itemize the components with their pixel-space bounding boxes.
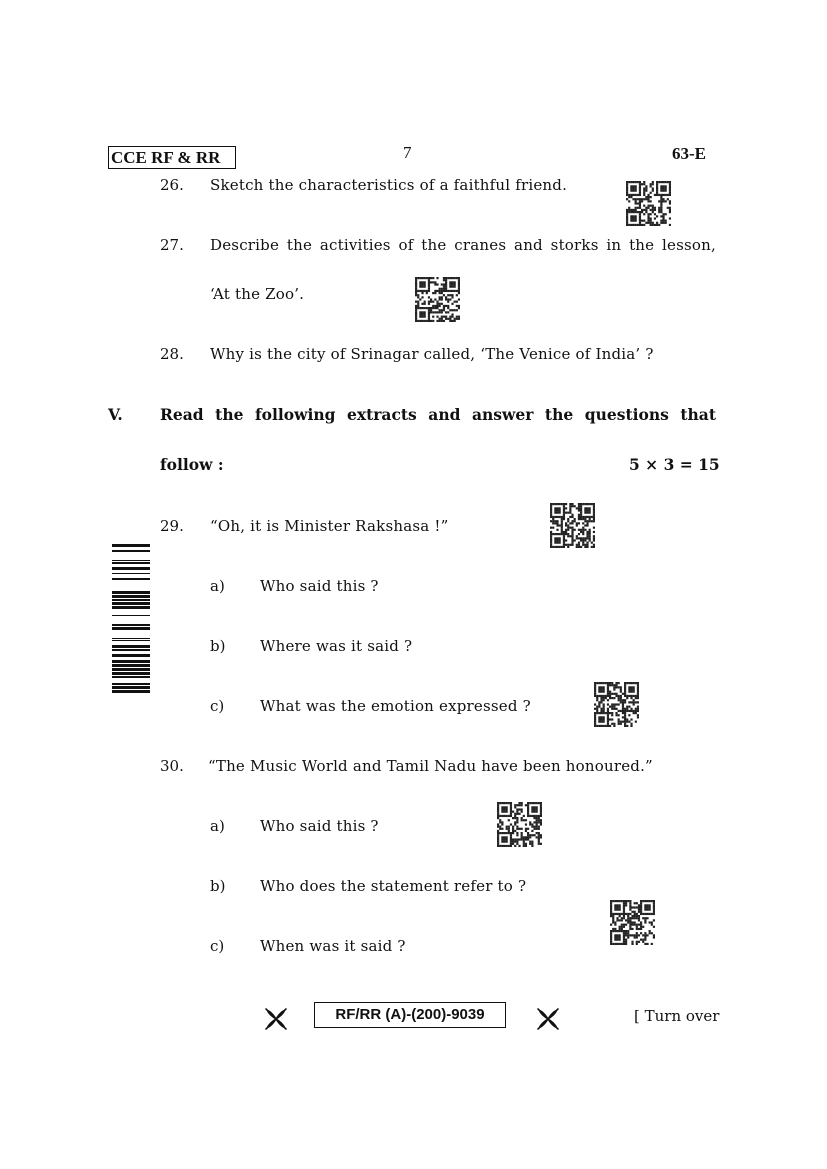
section-instruction-continued: follow :: [160, 455, 224, 474]
question-number: 26.: [160, 176, 184, 194]
question-text: Sketch the characteristics of a faithful friend.: [210, 176, 568, 194]
extract-quote: “The Music World and Tamil Nadu have been honoured.”: [208, 757, 653, 775]
sub-question-text: Who said this ?: [260, 817, 379, 835]
qr-code-icon: [497, 802, 542, 847]
sub-question-label: a): [210, 577, 225, 595]
sub-question-text: Where was it said ?: [260, 637, 413, 655]
sub-question-text: Who does the statement refer to ?: [260, 877, 527, 895]
section-number: V.: [108, 405, 123, 424]
section-marks: 5 × 3 = 15: [629, 455, 720, 474]
sub-question-text: What was the emotion expressed ?: [260, 697, 531, 715]
question-number: 28.: [160, 345, 184, 363]
footer-code: RF/RR (A)-(200)-9039: [314, 1002, 506, 1028]
barcode-icon: [112, 538, 150, 694]
sub-question-label: b): [210, 877, 226, 895]
paper-code: 63-E: [672, 144, 706, 163]
qr-code-icon: [626, 181, 671, 226]
qr-code-icon: [594, 682, 639, 727]
sub-question-label: c): [210, 697, 225, 715]
sub-question-label: c): [210, 937, 225, 955]
qr-code-icon: [550, 503, 595, 548]
ornament-icon: [264, 1007, 288, 1031]
question-number: 30.: [160, 757, 184, 775]
sub-question-text: Who said this ?: [260, 577, 379, 595]
sub-question-text: When was it said ?: [260, 937, 406, 955]
question-text: Why is the city of Srinagar called, ‘The Venice of India’ ?: [210, 345, 654, 363]
sub-question-label: b): [210, 637, 226, 655]
ornament-icon: [536, 1007, 560, 1031]
qr-code-icon: [610, 900, 655, 945]
page-number: 7: [403, 143, 412, 162]
qr-code-icon: [415, 277, 460, 322]
series-label: CCE RF & RR: [108, 146, 236, 169]
question-text-continued: ‘At the Zoo’.: [210, 285, 305, 303]
question-number: 27.: [160, 236, 184, 254]
question-number: 29.: [160, 517, 184, 535]
sub-question-label: a): [210, 817, 225, 835]
question-text: Describe the activities of the cranes and storks in the lesson,: [210, 236, 716, 254]
turn-over-note: [ Turn over: [634, 1007, 720, 1025]
section-instruction: Read the following extracts and answer the questions that: [160, 405, 716, 424]
extract-quote: “Oh, it is Minister Rakshasa !”: [210, 517, 449, 535]
